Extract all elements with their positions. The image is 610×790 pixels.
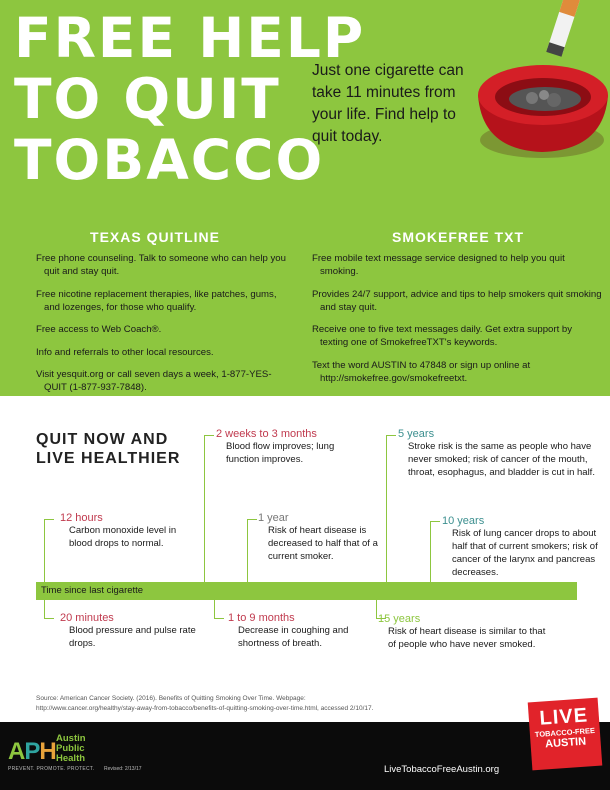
list-item: Free nicotine replacement therapies, like patches, gums, and lozenges, for those who qualify. (36, 288, 277, 313)
logo-letter: H (39, 738, 56, 765)
heading-line: QUIT NOW AND (36, 431, 169, 448)
connector (247, 519, 248, 582)
list-item: Visit yesquit.org or call seven days a week, 1-877-YES-QUIT (1-877-937-7848). (36, 369, 272, 393)
badge-line: TOBACCO-FREE (534, 725, 596, 740)
timeline-event (60, 512, 200, 550)
quitline-heading: TEXAS QUITLINE (90, 229, 220, 245)
list-item: Free access to Web Coach®. (36, 324, 162, 335)
timeline-event (228, 612, 378, 650)
title-line: TOBACCO (14, 128, 325, 192)
list-item: Info and referrals to other local resources. (36, 346, 214, 358)
connector (386, 435, 387, 582)
org-line: Health (56, 753, 86, 764)
connector (204, 435, 205, 582)
title-line: TO QUIT (14, 67, 281, 131)
smokefree-list (312, 252, 602, 394)
title-line: FREE HELP (14, 6, 366, 70)
connector (430, 521, 431, 582)
timeline-event (398, 428, 598, 479)
website-link[interactable]: LiveTobaccoFreeAustin.org (384, 764, 500, 775)
org-tagline: PREVENT. PROMOTE. PROTECT. (8, 766, 95, 772)
event-text: Stroke risk is the same as people who have never smoked; risk of cancer of the mouth, throat, esophagus, and bladder is cut in half. (408, 441, 595, 478)
list-item: Receive one to five text messages daily. Get extra support by texting one of SmokefreeTXT's keywords. (312, 324, 573, 348)
connector (386, 435, 396, 436)
timeline-heading (36, 430, 180, 468)
connector (430, 521, 440, 522)
connector (247, 519, 257, 520)
heading-line: LIVE HEALTHIER (36, 450, 181, 467)
event-time: 10 years (442, 515, 485, 527)
event-text: Carbon monoxide level in blood drops to normal. (69, 525, 177, 549)
event-time: 20 minutes (60, 612, 114, 624)
timeline-event (378, 613, 548, 651)
list-item: Text the word AUSTIN to 47848 or sign up online at http://smokefree.gov/smokefreetxt. (312, 359, 531, 384)
timeline-event (60, 612, 200, 650)
ashtray-illustration (472, 0, 610, 170)
connector (44, 519, 54, 520)
connector (204, 435, 214, 436)
timeline-event (442, 515, 606, 579)
timeline-event (216, 428, 366, 466)
connector (214, 600, 215, 618)
timeline-event (258, 512, 378, 563)
list-item: Provides 24/7 support, advice and tips to help smokers quit smoking and stay quit. (312, 288, 602, 313)
footer (0, 722, 610, 790)
quitline-list (36, 252, 294, 404)
source-citation: Source: American Cancer Society. (2016). Benefits of Quitting Smoking Over Time. Webpage: http://www.cancer.org/healthy/stay-away-from-tobacco/benefits-of-quitting-smoking-over-time.html, accessed 2/10/17. (36, 695, 374, 712)
event-time: 1 to 9 months (228, 612, 295, 624)
live-tobacco-free-badge (528, 698, 603, 771)
event-text: Decrease in coughing and shortness of breath. (238, 625, 349, 649)
timeline-axis: Time since last cigarette (36, 582, 577, 600)
event-time: 12 hours (60, 512, 103, 524)
list-item: Free phone counseling. Talk to someone who can help you quit and stay quit. (36, 253, 286, 277)
aph-logo (8, 738, 56, 766)
event-time: 15 years (378, 613, 421, 625)
org-line: Austin (56, 733, 86, 744)
event-text: Risk of heart disease is similar to that of people who have never smoked. (388, 626, 546, 650)
connector (214, 618, 224, 619)
logo-letter: A (8, 738, 25, 765)
event-text: Blood flow improves; lung function improves. (226, 441, 335, 465)
hero-tagline: Just one cigarette can take 11 minutes from your life. Find help to quit today. (312, 62, 464, 145)
connector (44, 519, 45, 582)
org-name (56, 734, 86, 764)
logo-letter: P (24, 738, 40, 765)
connector (44, 618, 54, 619)
event-time: 2 weeks to 3 months (216, 428, 317, 440)
smokefree-heading: SMOKEFREE TXT (391, 229, 524, 245)
event-text: Risk of heart disease is decreased to half that of a current smoker. (268, 525, 378, 562)
event-text: Risk of lung cancer drops to about half that of current smokers; risk of cancer of the larynx and pancreas decreases. (452, 528, 598, 578)
badge-line: LIVE (538, 704, 589, 730)
badge-line: AUSTIN (544, 735, 587, 751)
org-line: Public (56, 743, 85, 754)
list-item: Free mobile text message service designed to help you quit smoking. (312, 253, 565, 277)
event-text: Blood pressure and pulse rate drops. (69, 625, 196, 649)
event-time: 5 years (398, 428, 435, 440)
revised-date: Revised: 2/13/17 (104, 766, 142, 772)
event-time: 1 year (258, 512, 289, 524)
connector (44, 600, 45, 618)
